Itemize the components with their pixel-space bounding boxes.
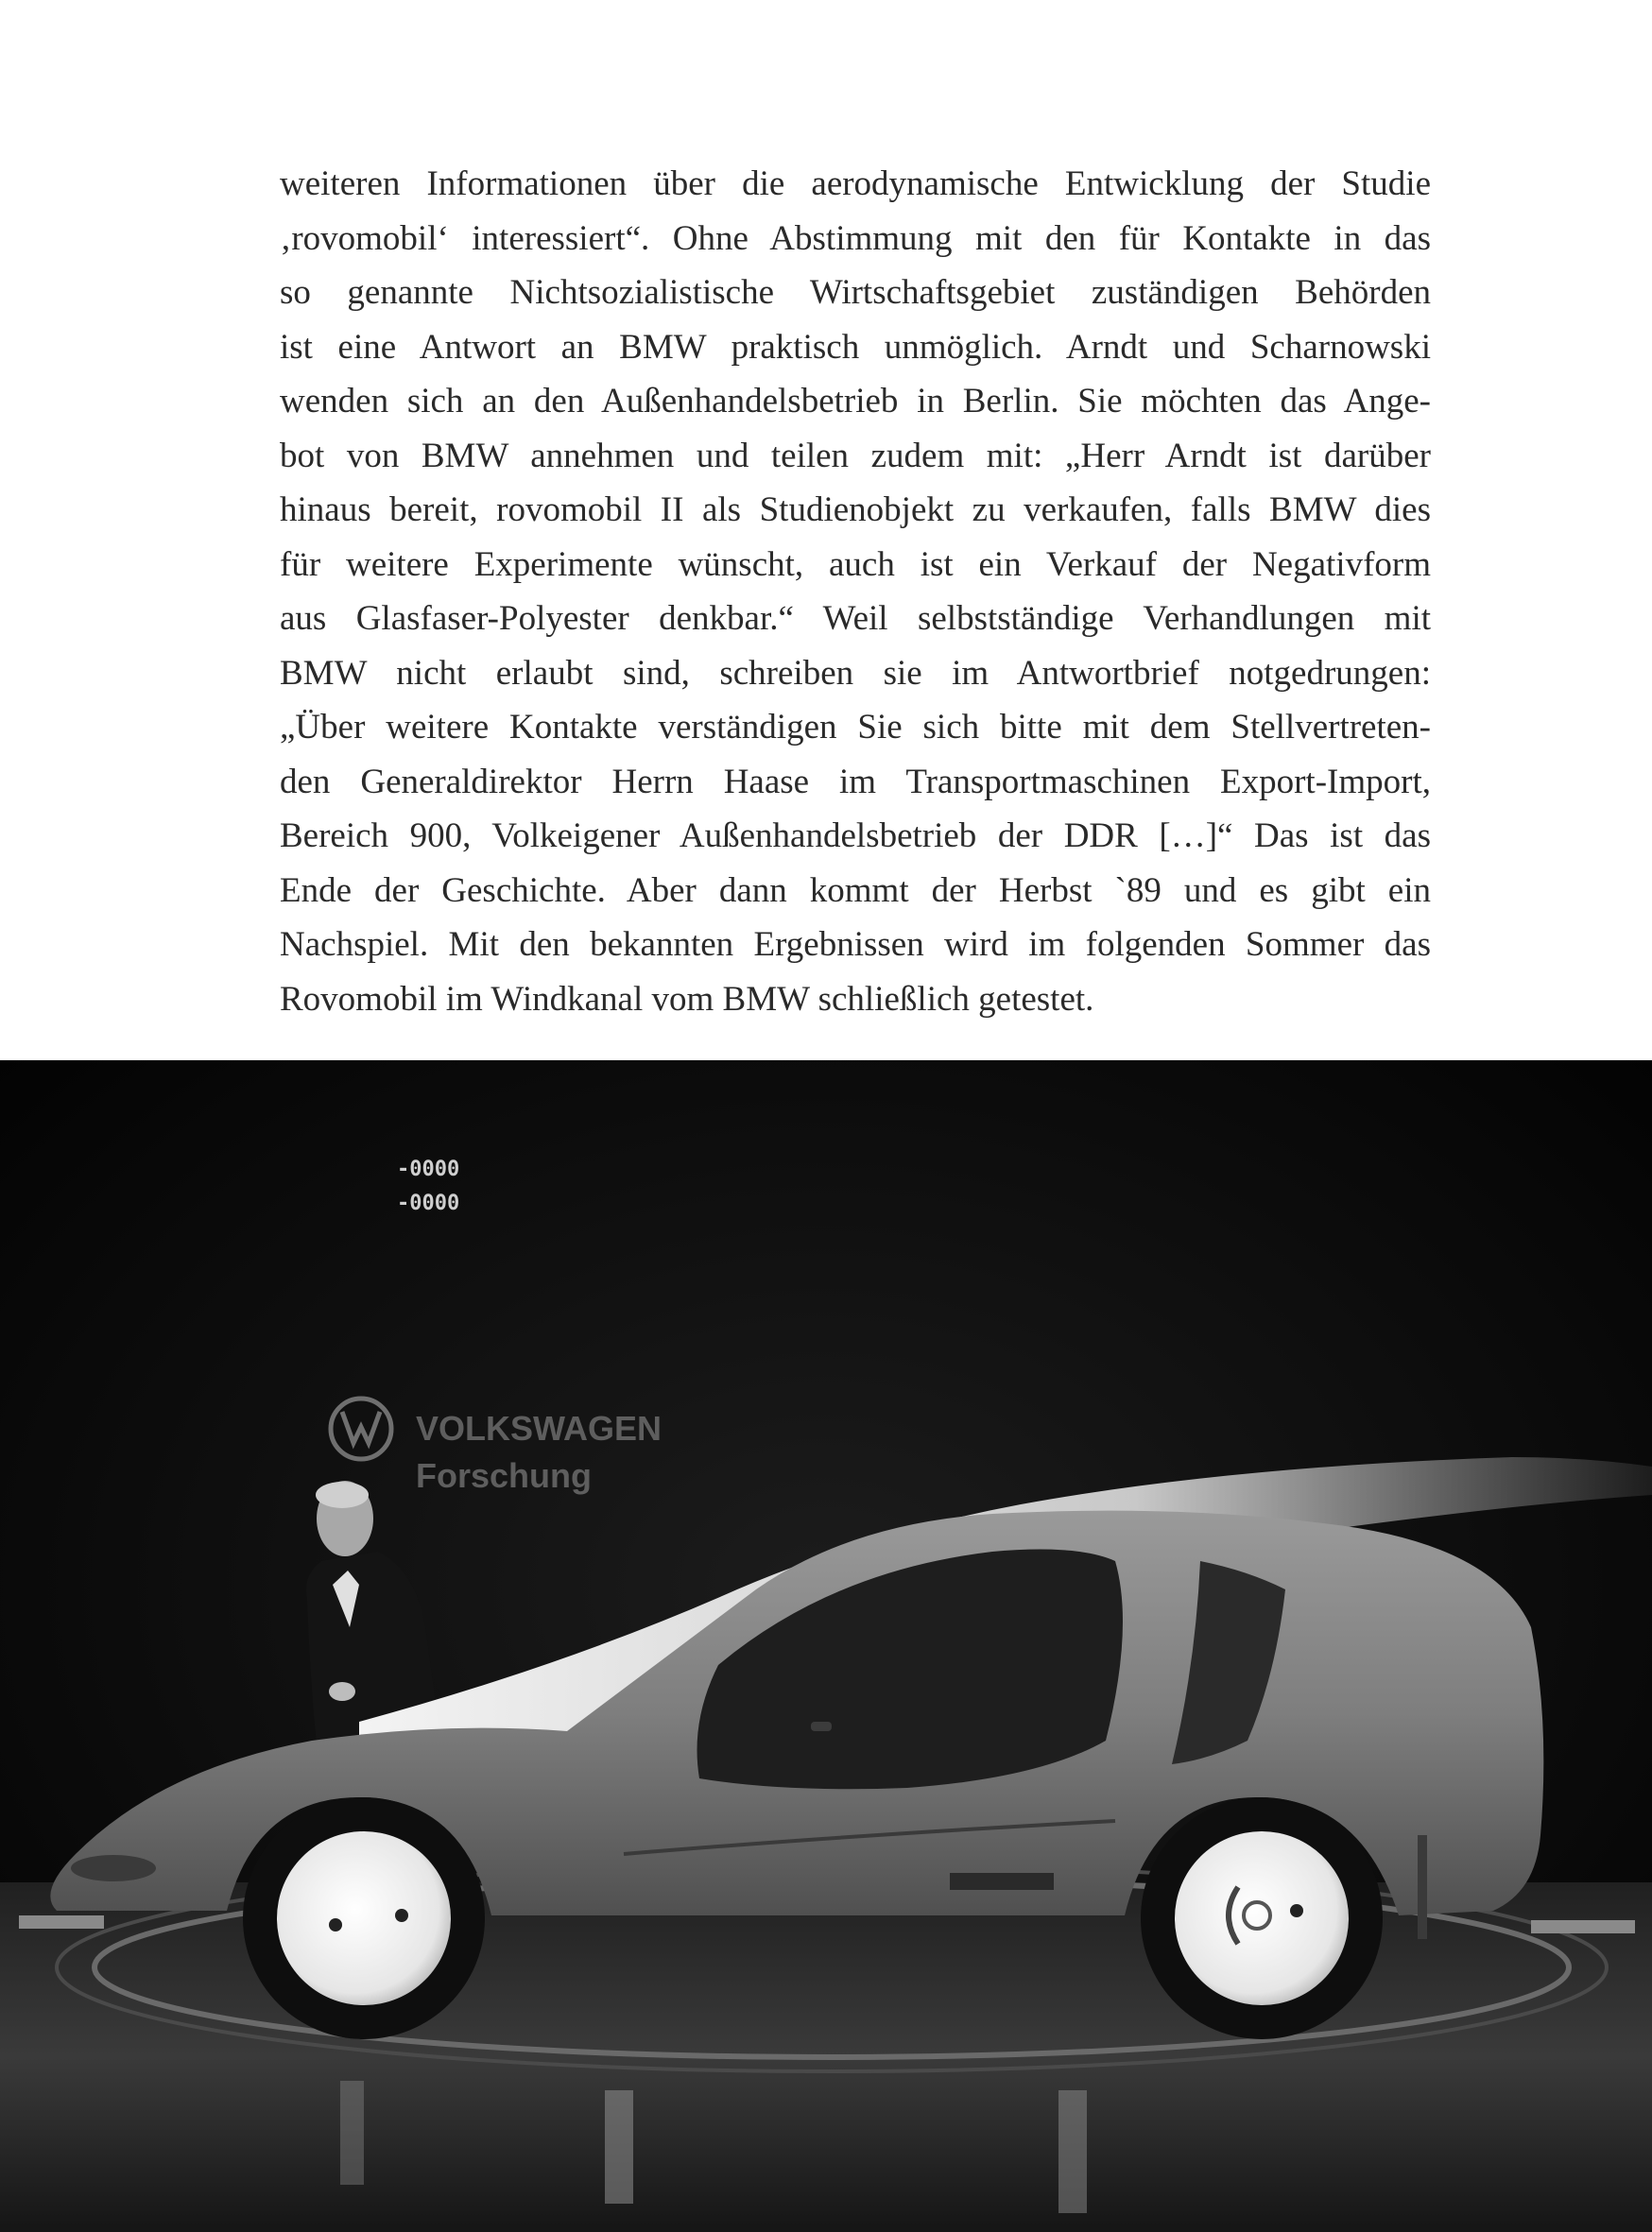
text-line: so genannte Nichtsozialistische Wirtschaftsgebiet zuständigen Behörden xyxy=(280,273,1431,312)
floor-plate xyxy=(1531,1920,1635,1933)
headlight xyxy=(71,1855,156,1881)
text-line: BMW nicht erlaubt sind, schreiben sie im Antwortbrief notgedrungen: xyxy=(280,653,1431,693)
floor-reflection xyxy=(340,2081,364,2185)
rear-wheel xyxy=(1141,1797,1383,2039)
floor-reflection xyxy=(605,2090,633,2204)
text-line: „Über weitere Kontakte verständigen Sie sich bitte mit dem Stellvertreten- xyxy=(280,708,1431,747)
sign-subtitle: Forschung xyxy=(416,1456,592,1495)
vent-grille xyxy=(950,1873,1054,1890)
text-line: Ende der Geschichte. Aber dann kommt der Herbst `89 und es gibt ein xyxy=(280,870,1431,910)
text-line: wenden sich an den Außenhandelsbetrieb in Berlin. Sie möchten das Ange- xyxy=(280,382,1431,421)
text-line: hinaus bereit, rovomobil II als Studienobjekt zu verkaufen, falls BMW dies xyxy=(280,490,1431,529)
front-wheel xyxy=(243,1797,485,2039)
text-line: Rovomobil im Windkanal vom BMW schließlich getestet. xyxy=(280,979,1094,1019)
text-line: weiteren Informationen über die aerodynamische Entwicklung der Studie xyxy=(280,164,1431,203)
body-text xyxy=(280,157,1431,1026)
display-readout-bottom: -0000 xyxy=(397,1192,460,1215)
text-line: den Generaldirektor Herrn Haase im Transportmaschinen Export-Import, xyxy=(280,762,1431,801)
wind-tunnel-photo xyxy=(0,1060,1652,2232)
text-line: für weitere Experimente wünscht, auch ist ein Verkauf der Negativform xyxy=(280,544,1431,584)
text-line: Bereich 900, Volkeigener Außenhandelsbetrieb der DDR […]“ Das ist das xyxy=(280,816,1431,855)
text-line: ‚rovomobil‘ interessiert“. Ohne Abstimmung mit den für Kontakte in das xyxy=(280,218,1431,258)
door-handle xyxy=(811,1722,832,1731)
floor-reflection xyxy=(1058,2090,1087,2213)
floor-plate xyxy=(19,1915,104,1929)
display-readout-top: -0000 xyxy=(397,1158,460,1181)
text-line: ist eine Antwort an BMW praktisch unmöglich. Arndt und Scharnowski xyxy=(280,327,1431,367)
wind-tunnel-photo-illustration xyxy=(0,1060,1652,2232)
text-line: bot von BMW annehmen und teilen zudem mit: „Herr Arndt ist darüber xyxy=(280,436,1431,475)
text-line: aus Glasfaser-Polyester denkbar.“ Weil selbstständige Verhandlungen mit xyxy=(280,599,1431,638)
text-line: Nachspiel. Mit den bekannten Ergebnissen wird im folgenden Sommer das xyxy=(280,925,1431,964)
support-strut xyxy=(1418,1835,1427,1939)
sign-brand: VOLKSWAGEN xyxy=(416,1409,663,1448)
